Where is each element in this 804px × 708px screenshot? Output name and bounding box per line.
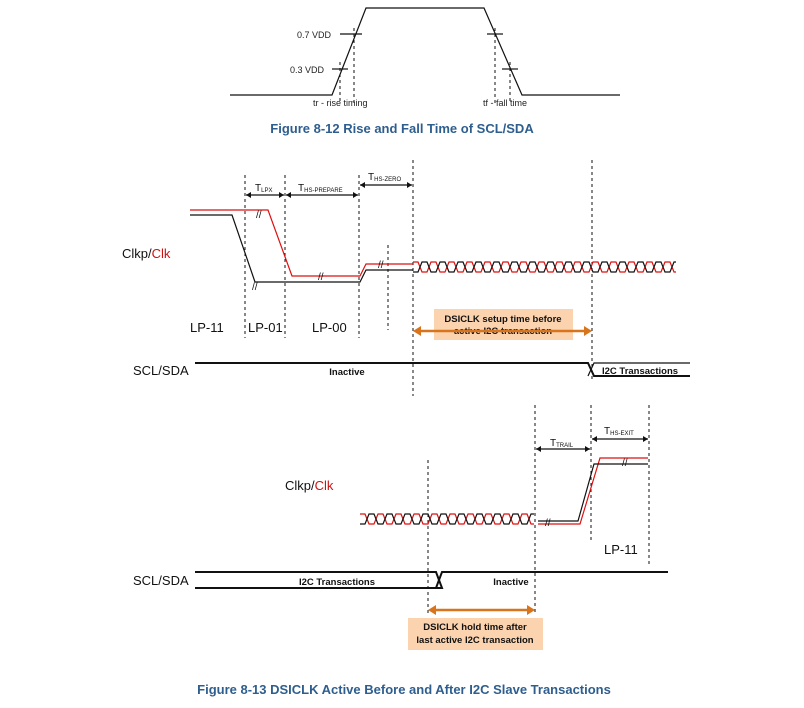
rise-time-label: tr - rise timing [313,98,368,108]
clk-signal-label-bottom: Clkp/Clk [285,478,334,493]
arrowhead [585,446,590,452]
setup-time-line1: DSICLK setup time before [444,314,562,325]
lp01-label: LP-01 [248,320,283,335]
arrowhead [536,446,541,452]
i2c-transactions-label-bottom: I2C Transactions [298,577,376,588]
figure-8-13-caption: Figure 8-13 DSICLK Active Before and After I2C Slave Transactions [197,682,611,697]
inactive-label-top: Inactive [329,367,365,378]
scl-sda-label-bottom: SCL/SDA [133,573,189,588]
break-mark: // [252,282,258,293]
arrowhead [360,182,365,188]
vdd-low-label: 0.3 VDD [290,65,325,75]
break-mark: // [622,458,628,469]
lp11-label: LP-11 [190,320,224,335]
scl-sda-line-bottom-b [436,572,668,588]
arrowhead [592,436,597,442]
arrowhead [413,326,421,336]
t-trail-label: TTRAIL [550,438,574,449]
setup-time-line2: active I2C transaction [453,326,553,337]
t-prepare-label: THS-PREPARE [298,183,343,194]
t-zero-label: THS-ZERO [368,172,402,183]
vdd-high-label: 0.7 VDD [297,30,332,40]
clkp-trail-black [538,464,648,521]
scl-sda-waveform [230,8,620,95]
arrowhead [279,192,284,198]
hold-time-line1: DSICLK hold time after [423,622,527,633]
hold-figure [133,405,668,697]
clkp-waveform-black [190,215,413,282]
lp00-label: LP-00 [312,320,347,335]
inactive-label-bottom: Inactive [493,577,529,588]
break-mark: // [545,518,551,529]
setup-figure [122,160,690,396]
hs-clock-bottom [360,514,534,524]
arrowhead [527,605,535,615]
break-mark: // [256,210,262,221]
arrowhead [428,605,436,615]
i2c-transactions-label-top: I2C Transactions [602,366,679,377]
hold-time-line2: last active I2C transaction [416,635,534,646]
arrowhead [584,326,592,336]
fall-time-label: tf - fall time [483,98,528,108]
figure-8-12-caption: Figure 8-12 Rise and Fall Time of SCL/SDA [270,121,534,136]
arrowhead [643,436,648,442]
scl-sda-label-top: SCL/SDA [133,363,189,378]
rise-fall-figure [230,8,620,136]
clk-signal-label: Clkp/Clk [122,246,171,261]
hs-clock-top [413,262,676,272]
arrowhead [407,182,412,188]
break-mark: // [318,272,324,283]
lp11-label-bottom: LP-11 [604,542,638,557]
t-lpx-label: TLPX [255,183,273,194]
break-mark: // [378,260,384,271]
arrowhead [286,192,291,198]
t-exit-label: THS-EXIT [604,426,634,437]
arrowhead [246,192,251,198]
arrowhead [353,192,358,198]
